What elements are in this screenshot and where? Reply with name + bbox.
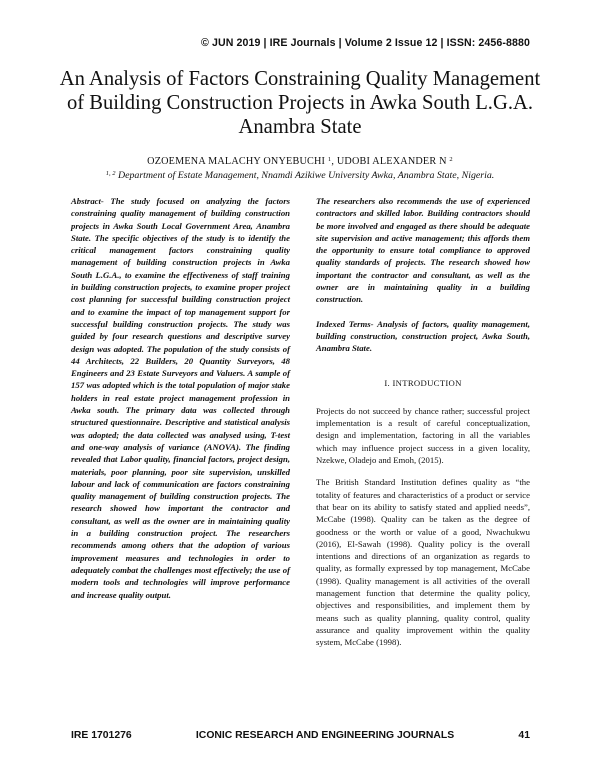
authors-line — [0, 156, 600, 167]
title-line-2: of Building Construction Projects in Awka South L.G.A. — [66, 92, 534, 114]
footer-page-number: 41 — [518, 730, 530, 741]
author-1-sup: 1 — [327, 156, 332, 163]
right-column — [316, 195, 530, 649]
intro-paragraph-2: The British Standard Institution defines quality as “the totality of features and characteristics of a product or service that bear on its ability to satisfy stated and applied needs”, McCabe (1998). Quality can be taken as the degree of goodness or the worth or value of a good, Nwachukwu (2016), El-Sawah (1998). Quality policy is the overall intentions and directions of an organization as regards to quality, as formally expressed by top management, McCabe (1998). Quality management is all activities of the overall management function that determine the quality policy, objectives and responsibilities, and implement them by means such as quality planning, quality control, quality assurance and quality improvement within the quality system, McCabe (1998). — [316, 477, 530, 648]
paper-title — [55, 67, 545, 139]
abstract-column — [71, 195, 290, 601]
page-footer — [71, 730, 530, 741]
author-2: UDOBI ALEXANDER N — [336, 156, 447, 167]
footer-article-id: IRE 1701276 — [71, 730, 132, 741]
journal-header: © JUN 2019 | IRE Journals | Volume 2 Issue 12 | ISSN: 2456-8880 — [201, 37, 530, 49]
abstract-text: Abstract- The study focused on analyzing the factors constraining quality management of building construction projects in Awka South Local Government Area, Anambra State. The specific objectives of the study is to identify the critical management factors constraining quality management of building construction projects in Awka South L.G.A., to examine the effectiveness of staff training in building construction projects, to examine proper project cost planning for successful building construction project and to examine the impact of top management support for successful building construction projects. The study was guided by four research questions and descriptive survey design was adopted. The population of the study consists of 44 Architects, 22 Builders, 20 Quantity Surveyors, 48 Engineers and 23 Estate Surveyors and Valuers. A sample of 157 was adopted which is the total population of major stake holders in real estate project management profession in Awka south. The primary data was collected through structured questionnaire. Descriptive and statistical analysis was adopted; the data collected was analysed using, T-test and one-way analysis of variance (ANOVA). The finding revealed that Labor quality, financial factors, project design, materials, poor planning, poor site supervision, unskilled labour and lack of communication are factors constraining quality management of building construction projects. The research showed how important the contractor and consultant, as well as the owner are in maintaining quality in a building construction project. The researchers recommends among others that the adoption of various improvement measures and technologies in order to adequately combat the challenges most effectively; the use of modern tools and technologies will improve performance and increase quality output. — [71, 196, 290, 600]
index-terms: Indexed Terms- Analysis of factors, quality management, building construction, construction project, Awka South, Anambra State. — [316, 318, 530, 354]
affiliation-text: Department of Estate Management, Nnamdi Azikiwe University Awka, Anambra State, Nigeria. — [115, 170, 495, 181]
author-separator: , — [331, 156, 337, 167]
affiliation — [0, 170, 600, 181]
intro-paragraph-1: Projects do not succeed by chance rather; successful project implementation is a result of careful conceptualization, design and implementation, factoring in all the variables which may influence project success in a given locality, Nzekwe, Oladejo and Emoh, (2015). — [316, 405, 530, 466]
title-line-3: Anambra State — [238, 116, 362, 138]
title-line-1: An Analysis of Factors Constraining Quality Management — [59, 68, 541, 90]
abstract-continued: The researchers also recommends the use of experienced contractors and skilled labor. Building contractors should be more involved and engaged as there should be adequate site supervision and active management; this affords them the opportunity to ensure total compliance to approved quality standards of projects. The research showed how important the contractor and consultant, as well as the owner are in maintaining quality in a building construction. — [316, 196, 530, 305]
footer-journal-name: ICONIC RESEARCH AND ENGINEERING JOURNALS — [195, 730, 455, 741]
section-heading-introduction: I. INTRODUCTION — [384, 377, 462, 388]
affiliation-sup: 1, 2 — [105, 170, 116, 177]
author-1: OZOEMENA MALACHY ONYEBUCHI — [147, 156, 326, 167]
author-2-sup: 2 — [449, 156, 453, 163]
